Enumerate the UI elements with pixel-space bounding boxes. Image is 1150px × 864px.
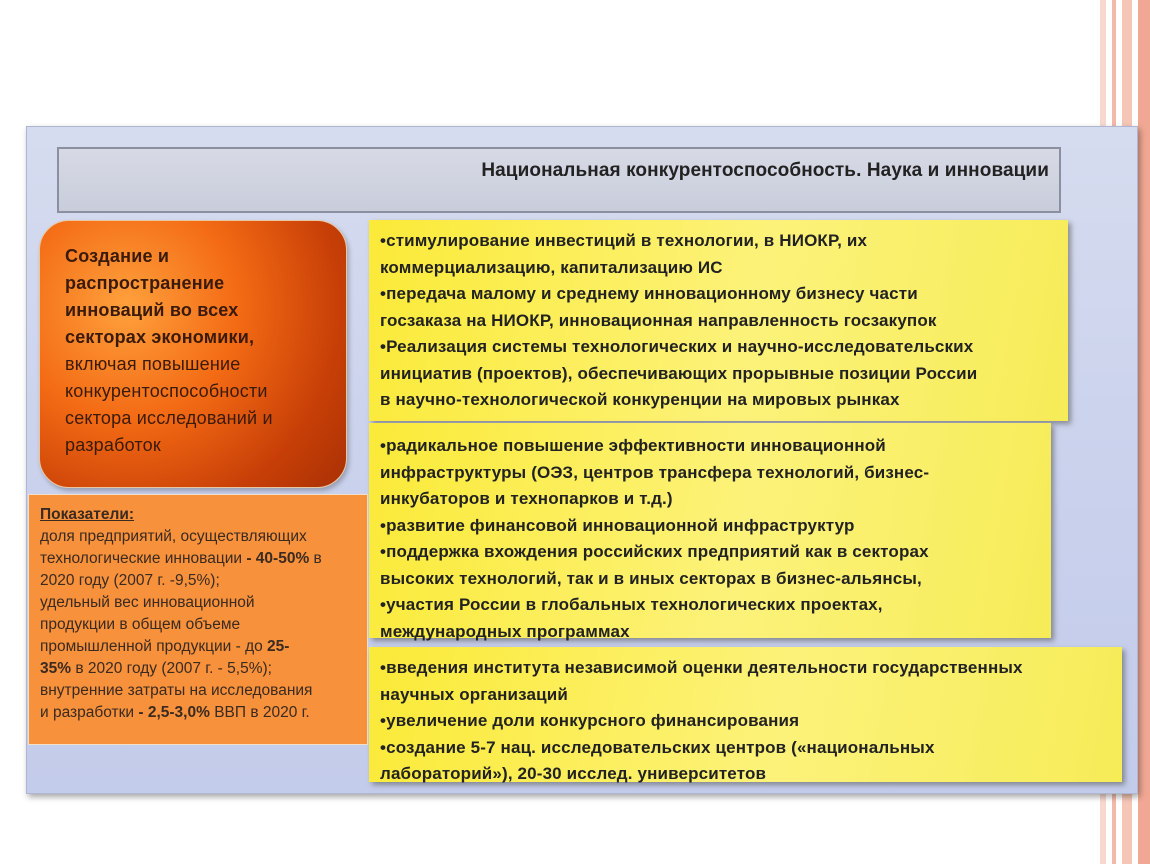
measure-line: госзаказа на НИОКР, инновационная направленность госзакупок [380,310,937,330]
goal-line: разработок [65,435,161,455]
indicator-line: продукции в общем объеме [40,616,241,633]
measures-block-1 [369,220,1068,421]
measures-block-2 [369,423,1051,641]
measure-line: международных программах [380,621,630,641]
indicators-box [28,494,368,745]
goal-line: инноваций во всех [65,300,239,320]
indicator-text: ВВП в 2020 г. [209,704,310,721]
measure-line: •радикальное повышение эффективности инновационной [380,436,886,455]
indicator-line [40,658,362,680]
indicator-line [40,548,362,570]
goal-box [39,220,347,488]
measure-line: лабораторий»), 20-30 исслед. университетов [380,764,767,783]
measure-line: •введения института независимой оценки деятельности государственных [380,658,1023,677]
goal-line: Создание и [65,246,170,266]
measure-line: •стимулирование инвестиций в технологии, в НИОКР, их [380,231,868,250]
indicator-text: в 2020 году (2007 г. - 5,5%); [71,660,272,677]
measures-text [380,655,1023,788]
goal-line: включая повышение [65,354,241,374]
measure-line: •поддержка вхождения российских предприятий как в секторах [380,542,929,561]
measure-line: •увеличение доли конкурсного финансирования [380,711,800,730]
indicator-line: доля предприятий, осуществляющих [40,528,307,545]
indicator-line [40,636,362,658]
measures-text [380,228,977,414]
measures-block-3 [369,647,1122,782]
measure-line: •Реализация системы технологических и научно-исследовательских [380,337,974,356]
title-bar [57,147,1061,213]
goal-line: распространение [65,273,225,293]
measure-line: •создание 5-7 нац. исследовательских центров («национальных [380,737,935,757]
indicator-line: внутренние затраты на исследования [40,682,313,699]
measure-line: •передача малому и среднему инновационному бизнесу части [380,284,918,303]
goal-line: секторах экономики, [65,327,255,347]
indicators-text [40,504,362,724]
indicator-line [40,702,362,724]
measure-line: инфраструктуры (ОЭЗ, центров трансфера технологий, бизнес- [380,462,930,482]
indicator-text: и разработки [40,704,135,721]
goal-line: сектора исследований и [65,408,273,428]
indicator-value: - 40-50% [242,550,310,567]
indicator-value: 35% [40,660,72,677]
goal-text [65,243,330,459]
measure-line: инициатив (проектов), обеспечивающих прорывные позиции России [380,363,978,383]
measure-line: коммерциализацию, капитализацию ИС [380,257,723,277]
indicators-heading: Показатели: [40,506,135,523]
measure-line: •развитие финансовой инновационной инфраструктур [380,515,855,535]
goal-line: конкурентоспособности [65,381,268,401]
measure-line: в научно-технологической конкуренции на мировых рынках [380,390,900,409]
measure-line: высоких технологий, так и в иных секторах в бизнес-альянсы, [380,568,922,588]
measures-text [380,433,929,645]
measure-line: инкубаторов и технопарков и т.д.) [380,489,673,508]
indicator-text: технологические инновации [40,550,243,567]
indicator-line: удельный вес инновационной [40,594,255,611]
indicator-text: в [309,550,322,567]
measure-line: научных организаций [380,684,568,704]
page-title: Национальная конкурентоспособность. Наука и инновации [481,160,1049,181]
indicator-value: - 2,5-3,0% [134,704,210,721]
indicator-line: 2020 году (2007 г. -9,5%); [40,572,220,589]
indicator-text: промышленной продукции - до [40,638,263,655]
decorative-stripe [1138,0,1150,864]
indicator-value: 25- [262,638,290,655]
measure-line: •участия России в глобальных технологических проектах, [380,595,883,614]
